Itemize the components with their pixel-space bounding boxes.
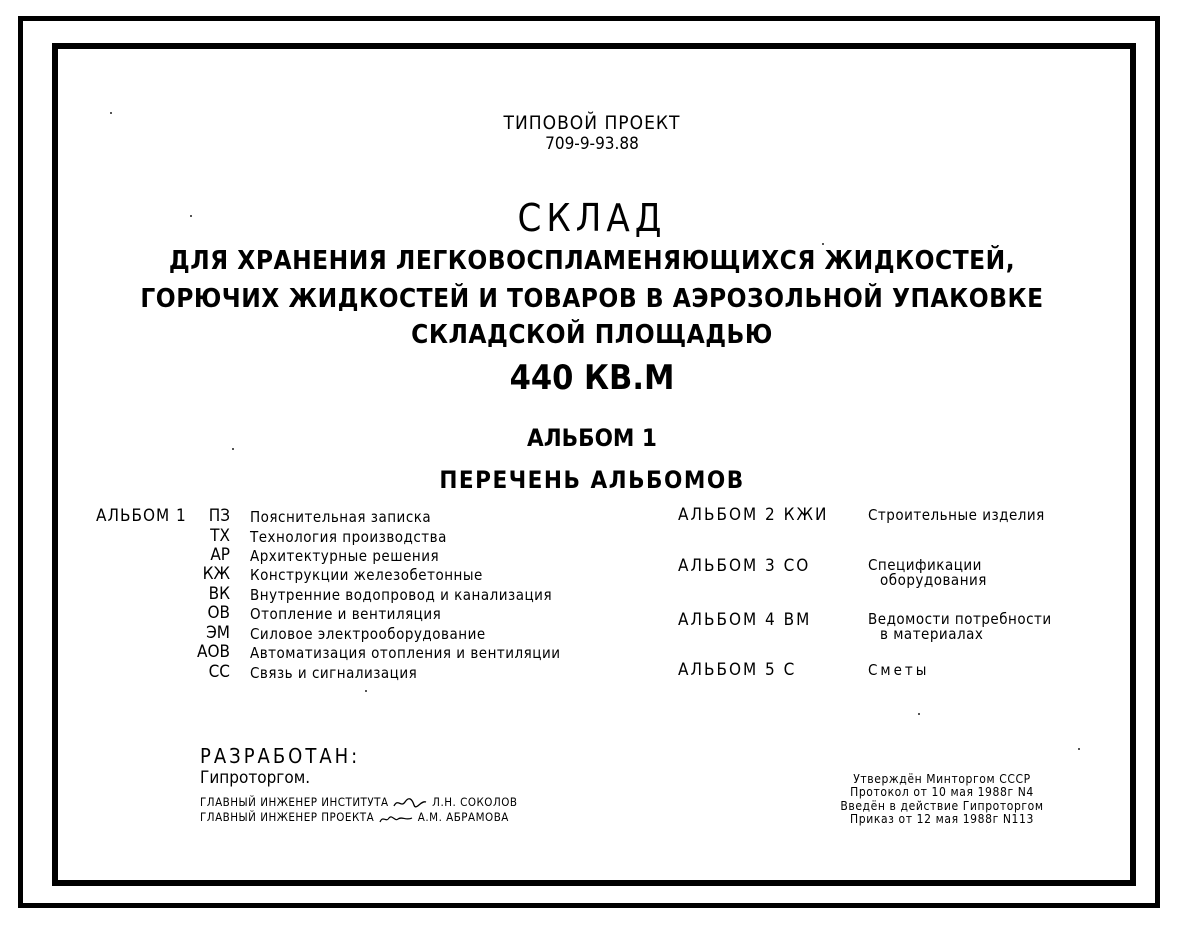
album1-label: АЛЬБОМ 1: [96, 506, 187, 526]
scan-speck: [232, 448, 234, 450]
album2-label: АЛЬБОМ 2 КЖИ: [678, 505, 829, 525]
album2-desc: Строительные изделия: [868, 506, 1045, 524]
album1-desc: Автоматизация отопления и вентиляции: [250, 644, 561, 662]
album1-desc: Архитектурные решения: [250, 547, 440, 565]
album5-desc: Сметы: [868, 661, 930, 679]
album1-code: КЖ: [202, 564, 230, 584]
album4-label: АЛЬБОМ 4 ВМ: [678, 610, 812, 630]
developer-heading: РАЗРАБОТАН:: [200, 744, 361, 768]
album1-desc: Связь и сигнализация: [250, 664, 418, 682]
scan-speck: [110, 112, 112, 114]
album1-desc: Отопление и вентиляция: [250, 605, 442, 623]
chief-engineer-institute-name: Л.Н. СОКОЛОВ: [432, 795, 518, 809]
scan-speck: [918, 713, 920, 715]
chief-engineer-project: [200, 810, 509, 825]
scan-speck: [190, 215, 192, 217]
project-label: ТИПОВОЙ ПРОЕКТ: [503, 112, 681, 134]
approval-line-1: Утверждён Минторгом СССР: [853, 772, 1031, 786]
subtitle-line-1: ДЛЯ ХРАНЕНИЯ ЛЕГКОВОСПЛАМЕНЯЮЩИХСЯ ЖИДКОСТЕЙ,: [168, 246, 1016, 276]
chief-engineer-institute: [200, 795, 517, 810]
album1-code: СС: [208, 662, 230, 682]
signature-icon: [378, 811, 414, 825]
chief-engineer-project-name: А.М. АБРАМОВА: [417, 810, 509, 824]
album-title: АЛЬБОМ 1: [527, 424, 657, 452]
approval-line-2: Протокол от 10 мая 1988г N4: [850, 785, 1034, 799]
album4-desc-line1: Ведомости потребности: [868, 610, 1052, 628]
subtitle-line-3: СКЛАДСКОЙ ПЛОЩАДЬЮ: [411, 320, 773, 350]
signature-icon: [392, 796, 428, 810]
album3-label: АЛЬБОМ 3 СО: [678, 556, 811, 576]
approval-line-4: Приказ от 12 мая 1988г N113: [850, 812, 1034, 826]
subtitle-line-2: ГОРЮЧИХ ЖИДКОСТЕЙ И ТОВАРОВ В АЭРОЗОЛЬНОЙ УПАКОВКЕ: [140, 284, 1044, 314]
project-number: 709-9-93.88: [545, 134, 639, 154]
album1-desc: Силовое электрооборудование: [250, 625, 486, 643]
album4-desc-line2: в материалах: [880, 625, 984, 643]
album1-desc: Технология производства: [250, 528, 447, 546]
album-list-heading: ПЕРЕЧЕНЬ АЛЬБОМОВ: [439, 466, 745, 494]
album5-label: АЛЬБОМ 5 С: [678, 660, 797, 680]
album1-code: АОВ: [197, 642, 230, 662]
album1-desc: Внутренние водопровод и канализация: [250, 586, 553, 604]
album1-code: ПЗ: [208, 506, 230, 526]
approval-line-3: Введён в действие Гипроторгом: [840, 799, 1044, 813]
album1-desc: Конструкции железобетонные: [250, 566, 483, 584]
chief-engineer-institute-role: ГЛАВНЫЙ ИНЖЕНЕР ИНСТИТУТА: [200, 795, 389, 809]
area-value: 440 КВ.М: [509, 358, 675, 398]
chief-engineer-project-role: ГЛАВНЫЙ ИНЖЕНЕР ПРОЕКТА: [200, 810, 375, 824]
scan-speck: [1078, 748, 1080, 750]
developer-organization: Гипроторгом.: [200, 768, 311, 788]
album1-code: ТХ: [210, 526, 230, 546]
album3-desc-line1: Спецификации: [868, 556, 982, 574]
album1-desc: Пояснительная записка: [250, 508, 432, 526]
main-title: СКЛАД: [517, 196, 667, 240]
album1-code: ВК: [208, 584, 230, 604]
album3-desc-line2: оборудования: [880, 571, 987, 589]
album1-code: ЭМ: [206, 623, 230, 643]
album1-code: ОВ: [207, 603, 230, 623]
album1-code: АР: [210, 545, 230, 565]
scan-speck: [365, 690, 367, 692]
scan-speck: [822, 243, 824, 245]
